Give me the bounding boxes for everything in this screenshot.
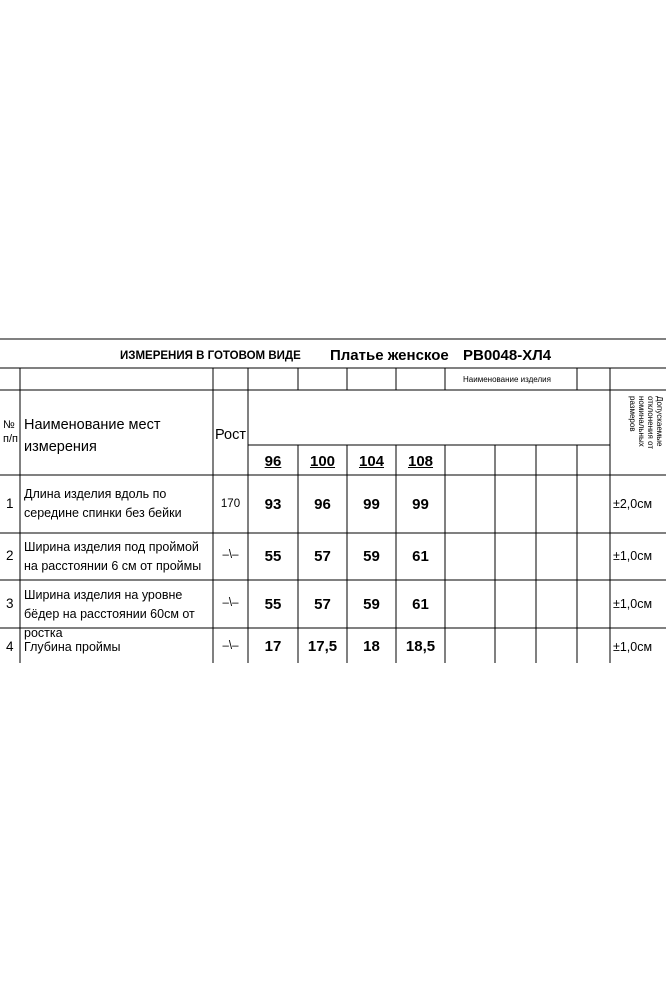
size-100: 100 [309, 453, 336, 470]
row-value: 17 [264, 638, 282, 655]
row-rost: –\– [222, 597, 239, 609]
row-value: 93 [264, 496, 282, 513]
row-name: Ширина изделия под проймой на расстоянии 6 см от проймы [24, 540, 202, 573]
row-tolerance: ±1,0см [613, 640, 653, 654]
measurement-table [0, 338, 666, 663]
product-name-label: Наименование изделия [463, 375, 551, 384]
row-value: 17,5 [307, 638, 338, 655]
row-rost: 170 [220, 498, 241, 510]
row-name: Ширина изделия на уровне бёдер на расстоянии 60см от ростка [24, 588, 195, 640]
size-104: 104 [358, 453, 385, 470]
row-number: 4 [6, 639, 14, 654]
measurements-title: ИЗМЕРЕНИЯ В ГОТОВОМ ВИДЕ [120, 350, 301, 362]
row-value: 59 [363, 548, 380, 565]
row-value: 57 [314, 548, 331, 565]
row-value: 61 [412, 596, 429, 613]
product-code: РВ0048-ХЛ4 [463, 347, 552, 364]
row-name: Глубина проймы [24, 640, 121, 654]
row-value: 61 [412, 548, 429, 565]
row-number: 3 [6, 596, 14, 611]
product-title: Платье женское [330, 347, 449, 364]
row-tolerance: ±1,0см [613, 597, 653, 611]
row-name: Длина изделия вдоль по середине спинки без бейки [24, 487, 182, 520]
size-96: 96 [264, 453, 282, 470]
row-tolerance: ±1,0см [613, 549, 653, 563]
row-value: 18,5 [405, 638, 436, 655]
row-value: 18 [363, 638, 380, 655]
row-number: 1 [6, 496, 14, 511]
row-value: 99 [363, 496, 380, 513]
row-tolerance: ±2,0см [613, 497, 653, 511]
row-value: 99 [412, 496, 429, 513]
col-header-tolerance: Допускаемые отклонения от номинальных размеров [628, 396, 664, 449]
row-number: 2 [6, 548, 14, 563]
row-value: 55 [264, 548, 282, 565]
row-rost: –\– [222, 549, 239, 561]
col-header-name: Наименование мест измерения [24, 417, 161, 455]
row-rost: –\– [222, 640, 239, 652]
col-header-rost: Рост [215, 427, 246, 443]
row-value: 59 [363, 596, 380, 613]
row-value: 57 [314, 596, 331, 613]
col-header-no: № п/п [3, 419, 18, 445]
row-value: 96 [314, 496, 331, 513]
row-value: 55 [264, 596, 282, 613]
size-108: 108 [407, 453, 434, 470]
